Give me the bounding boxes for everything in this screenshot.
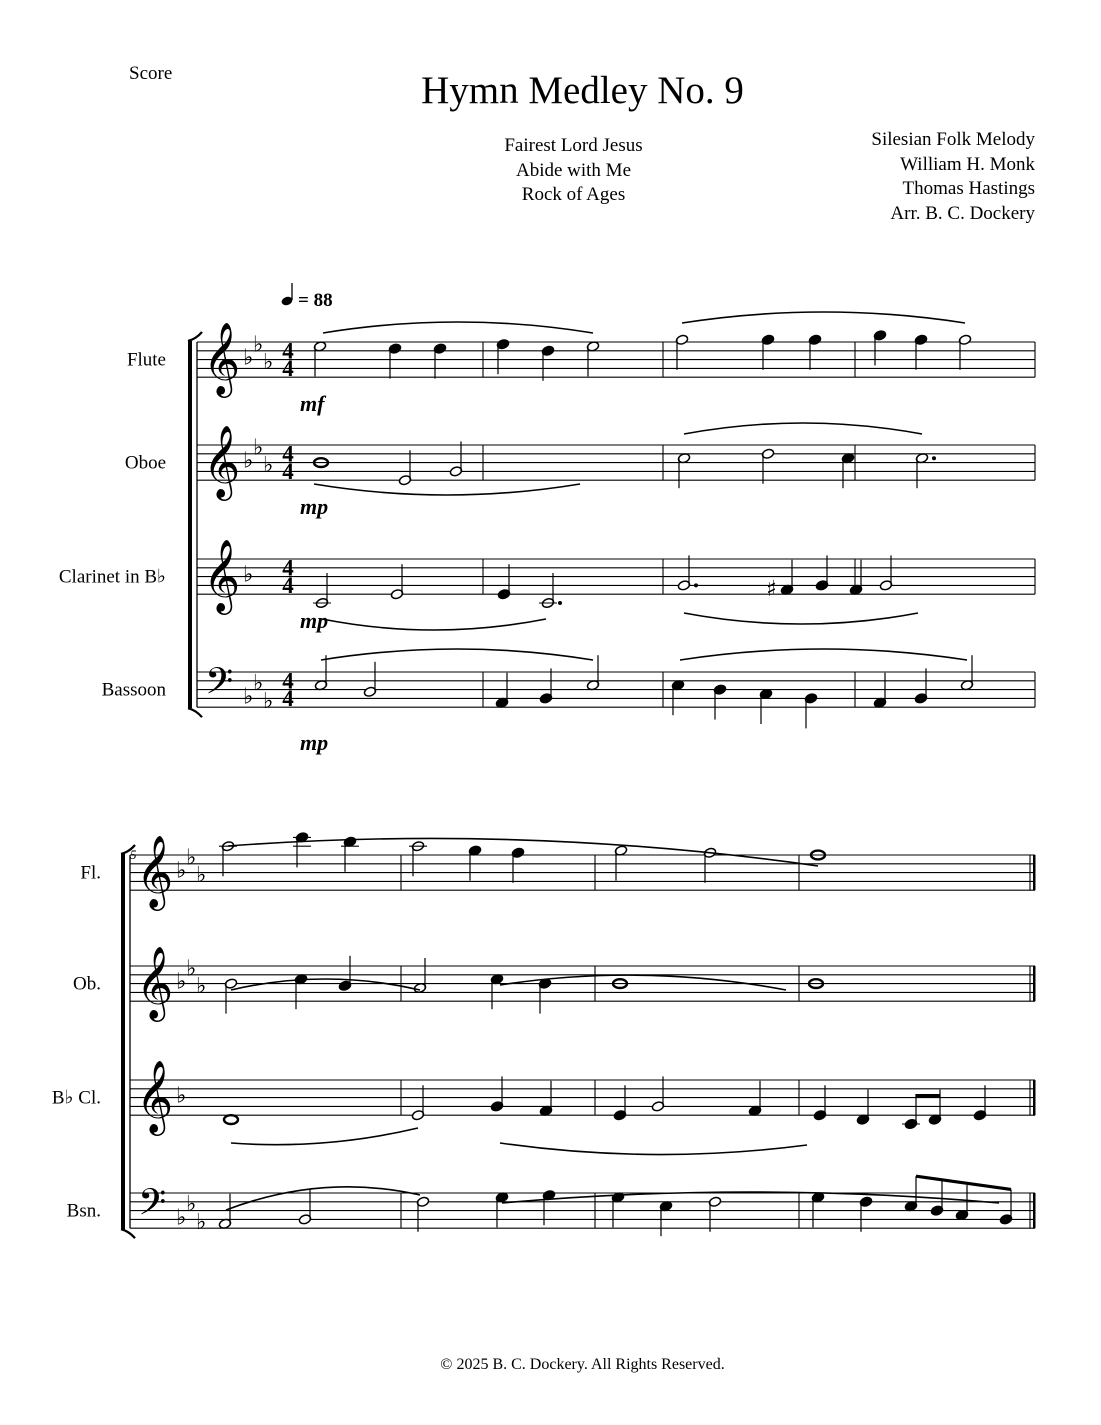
- bracket-bottom-hook: [188, 708, 202, 717]
- flat-icon: ♭: [253, 671, 264, 697]
- instrument-label: B♭ Cl.: [51, 1087, 101, 1109]
- treble-clef-icon: 𝄞: [203, 321, 241, 395]
- quarter-note: [859, 1196, 872, 1232]
- slur: [314, 484, 580, 495]
- flat-icon: ♭: [243, 684, 254, 710]
- quarter-note: [856, 1090, 869, 1126]
- quarter-note: [511, 847, 524, 883]
- flat-icon: ♭: [243, 345, 254, 371]
- time-signature-bottom: 4: [282, 573, 294, 599]
- tempo-marking: [280, 283, 332, 311]
- staff-clarinet: [52, 1059, 1035, 1135]
- half-note: [416, 1196, 429, 1232]
- flat-icon: ♭: [196, 863, 207, 888]
- sharp-icon: ♯: [766, 576, 777, 602]
- half-note: [761, 448, 774, 484]
- quarter-note: [611, 1192, 624, 1228]
- dynamic-marking: mf: [300, 391, 325, 416]
- half-note: [314, 655, 327, 691]
- slur: [226, 1187, 420, 1210]
- quarter-note: [759, 688, 772, 724]
- quarter-note: [804, 693, 817, 729]
- dynamic-marking: mp: [300, 730, 329, 755]
- half-note: [677, 555, 698, 591]
- half-note: [313, 573, 331, 609]
- instrument-label: Flute: [126, 349, 166, 371]
- flat-icon: ♭: [196, 974, 207, 999]
- half-note: [539, 573, 562, 609]
- measure-number: 5: [130, 847, 137, 862]
- quarter-note: [713, 684, 726, 720]
- quarter-note: [388, 343, 401, 379]
- time-signature-top: 4: [282, 441, 294, 467]
- treble-clef-icon: 𝄞: [136, 1059, 174, 1133]
- half-note: [298, 1189, 311, 1225]
- flat-icon: ♭: [186, 845, 197, 871]
- half-note: [398, 450, 411, 486]
- quarter-note: [539, 668, 552, 704]
- slur: [682, 312, 965, 323]
- staff-oboe: [125, 424, 1035, 519]
- treble-clef-icon: 𝄞: [136, 834, 174, 908]
- slur: [231, 1128, 418, 1145]
- flat-icon: ♭: [263, 350, 274, 375]
- quarter-note: [495, 1192, 508, 1228]
- half-note: [390, 564, 403, 600]
- quarter-note: [808, 334, 821, 370]
- flat-icon: ♭: [186, 1192, 197, 1218]
- bass-clef-icon: 𝄢: [205, 660, 234, 712]
- flat-icon: ♭: [176, 1205, 187, 1231]
- flat-icon: ♭: [263, 453, 274, 478]
- tempo-text: = 88: [298, 290, 333, 311]
- flat-icon: ♭: [186, 956, 197, 982]
- instrument-label: Bassoon: [101, 679, 166, 701]
- quarter-note: [538, 978, 551, 1014]
- quarter-note: [973, 1085, 986, 1121]
- quarter-note: [780, 560, 793, 596]
- quarter-note: [613, 1085, 626, 1121]
- slur: [680, 649, 967, 660]
- half-note: [879, 555, 892, 591]
- instrument-label: Fl.: [80, 862, 101, 884]
- flat-icon: ♭: [243, 562, 254, 588]
- quarter-note: [815, 555, 828, 591]
- quarter-note: [671, 679, 684, 715]
- quarter-note: [849, 560, 862, 596]
- final-barline-thick: [1033, 855, 1036, 890]
- half-note: [915, 452, 936, 488]
- half-note: [449, 441, 462, 477]
- page-title: Hymn Medley No. 9: [421, 69, 744, 112]
- half-note: [960, 655, 973, 691]
- beam: [916, 1176, 1011, 1189]
- flat-icon: ♭: [176, 969, 187, 995]
- slur: [684, 613, 918, 624]
- half-note: [224, 978, 237, 1014]
- half-note: [958, 334, 971, 370]
- hymn-title: Fairest Lord Jesus: [504, 135, 643, 156]
- quarter-note: [541, 345, 554, 381]
- slur: [322, 619, 546, 630]
- half-note: [708, 1196, 721, 1232]
- dynamic-marking: mp: [300, 608, 329, 633]
- slur: [684, 423, 922, 434]
- bass-clef-icon: 𝄢: [138, 1181, 167, 1233]
- quarter-note: [293, 832, 311, 868]
- beam: [916, 1094, 940, 1097]
- half-note: [677, 452, 690, 488]
- quarter-note: [999, 1189, 1012, 1225]
- quarter-note: [497, 564, 510, 600]
- quarter-note: [904, 1176, 917, 1212]
- copyright-footer: © 2025 B. C. Dockery. All Rights Reserved.: [440, 1356, 725, 1373]
- slur: [500, 1143, 807, 1155]
- half-note: [651, 1076, 664, 1112]
- whole-note: [224, 1115, 238, 1124]
- quarter-note: [841, 452, 854, 488]
- time-signature-bottom: 4: [282, 459, 294, 485]
- final-barline-thick: [1033, 1080, 1036, 1115]
- composer-credit: Silesian Folk Melody: [871, 129, 1035, 150]
- slur: [231, 979, 420, 990]
- system-bracket: [121, 854, 125, 1229]
- quarter-note: [490, 973, 503, 1009]
- quarter-note: [659, 1200, 672, 1236]
- half-note: [218, 1194, 231, 1230]
- quarter-note: [490, 1076, 503, 1112]
- hymn-title: Rock of Ages: [521, 184, 626, 205]
- quarter-note: [914, 334, 927, 370]
- time-signature-top: 4: [282, 338, 294, 364]
- quarter-note: [902, 1094, 920, 1130]
- half-note: [363, 662, 376, 698]
- flat-icon: ♭: [243, 448, 254, 474]
- score-label: Score: [129, 63, 173, 84]
- time-signature-bottom: 4: [282, 686, 294, 712]
- flat-icon: ♭: [176, 858, 187, 884]
- quarter-note: [341, 836, 359, 872]
- system: [52, 834, 1036, 1238]
- system-bracket: [188, 341, 192, 708]
- treble-clef-icon: 𝄞: [203, 538, 241, 612]
- systems: [52, 312, 1036, 1238]
- time-signature-top: 4: [282, 555, 294, 581]
- staff-oboe: [73, 945, 1035, 1021]
- quarter-note: [495, 673, 508, 709]
- quarter-note: [873, 673, 886, 709]
- instrument-label: Clarinet in B♭: [58, 566, 166, 588]
- instrument-label: Ob.: [73, 973, 101, 995]
- flat-icon: ♭: [176, 1083, 187, 1109]
- instrument-label: Oboe: [124, 452, 166, 474]
- bracket-top-hook: [188, 332, 202, 341]
- instrument-label: Bsn.: [66, 1200, 101, 1222]
- flat-icon: ♭: [196, 1209, 207, 1235]
- final-barline-thick: [1033, 1193, 1036, 1228]
- slur: [321, 649, 593, 660]
- composer-credit: William H. Monk: [900, 153, 1035, 175]
- composer-credit: Thomas Hastings: [902, 178, 1035, 199]
- flat-icon: ♭: [263, 688, 274, 714]
- half-note: [409, 840, 427, 876]
- half-note: [586, 655, 599, 691]
- quarter-note: [955, 1185, 968, 1221]
- quarter-note: [811, 1192, 824, 1228]
- half-note: [614, 845, 627, 881]
- half-note: [313, 341, 326, 377]
- flat-icon: ♭: [253, 332, 264, 358]
- quarter-note: [338, 956, 351, 992]
- treble-clef-icon: 𝄞: [136, 945, 174, 1019]
- staff-bassoon: [102, 660, 1035, 755]
- system: [59, 321, 1035, 755]
- half-note: [675, 334, 688, 370]
- treble-clef-icon: 𝄞: [203, 424, 241, 498]
- flat-icon: ♭: [253, 435, 264, 461]
- quarter-note: [748, 1081, 761, 1117]
- quarter-note: [539, 1081, 552, 1117]
- half-note: [411, 1085, 424, 1121]
- bracket-bottom-hook: [121, 1229, 135, 1238]
- quarter-note: [468, 845, 481, 881]
- time-signature-top: 4: [282, 668, 294, 694]
- slur: [323, 322, 593, 333]
- staff-flute: [127, 321, 1035, 416]
- half-note: [586, 341, 599, 377]
- hymn-title: Abide with Me: [515, 159, 632, 181]
- dynamic-marking: mp: [300, 494, 329, 519]
- time-signature-bottom: 4: [282, 356, 294, 382]
- quarter-note: [813, 1085, 826, 1121]
- quarter-note: [914, 668, 927, 704]
- staff-bassoon: [67, 1181, 1035, 1234]
- quarter-note: [761, 334, 774, 370]
- arranger-credit: Arr. B. C. Dockery: [890, 202, 1035, 224]
- final-barline-thick: [1033, 966, 1036, 1001]
- quarter-note: [433, 343, 446, 379]
